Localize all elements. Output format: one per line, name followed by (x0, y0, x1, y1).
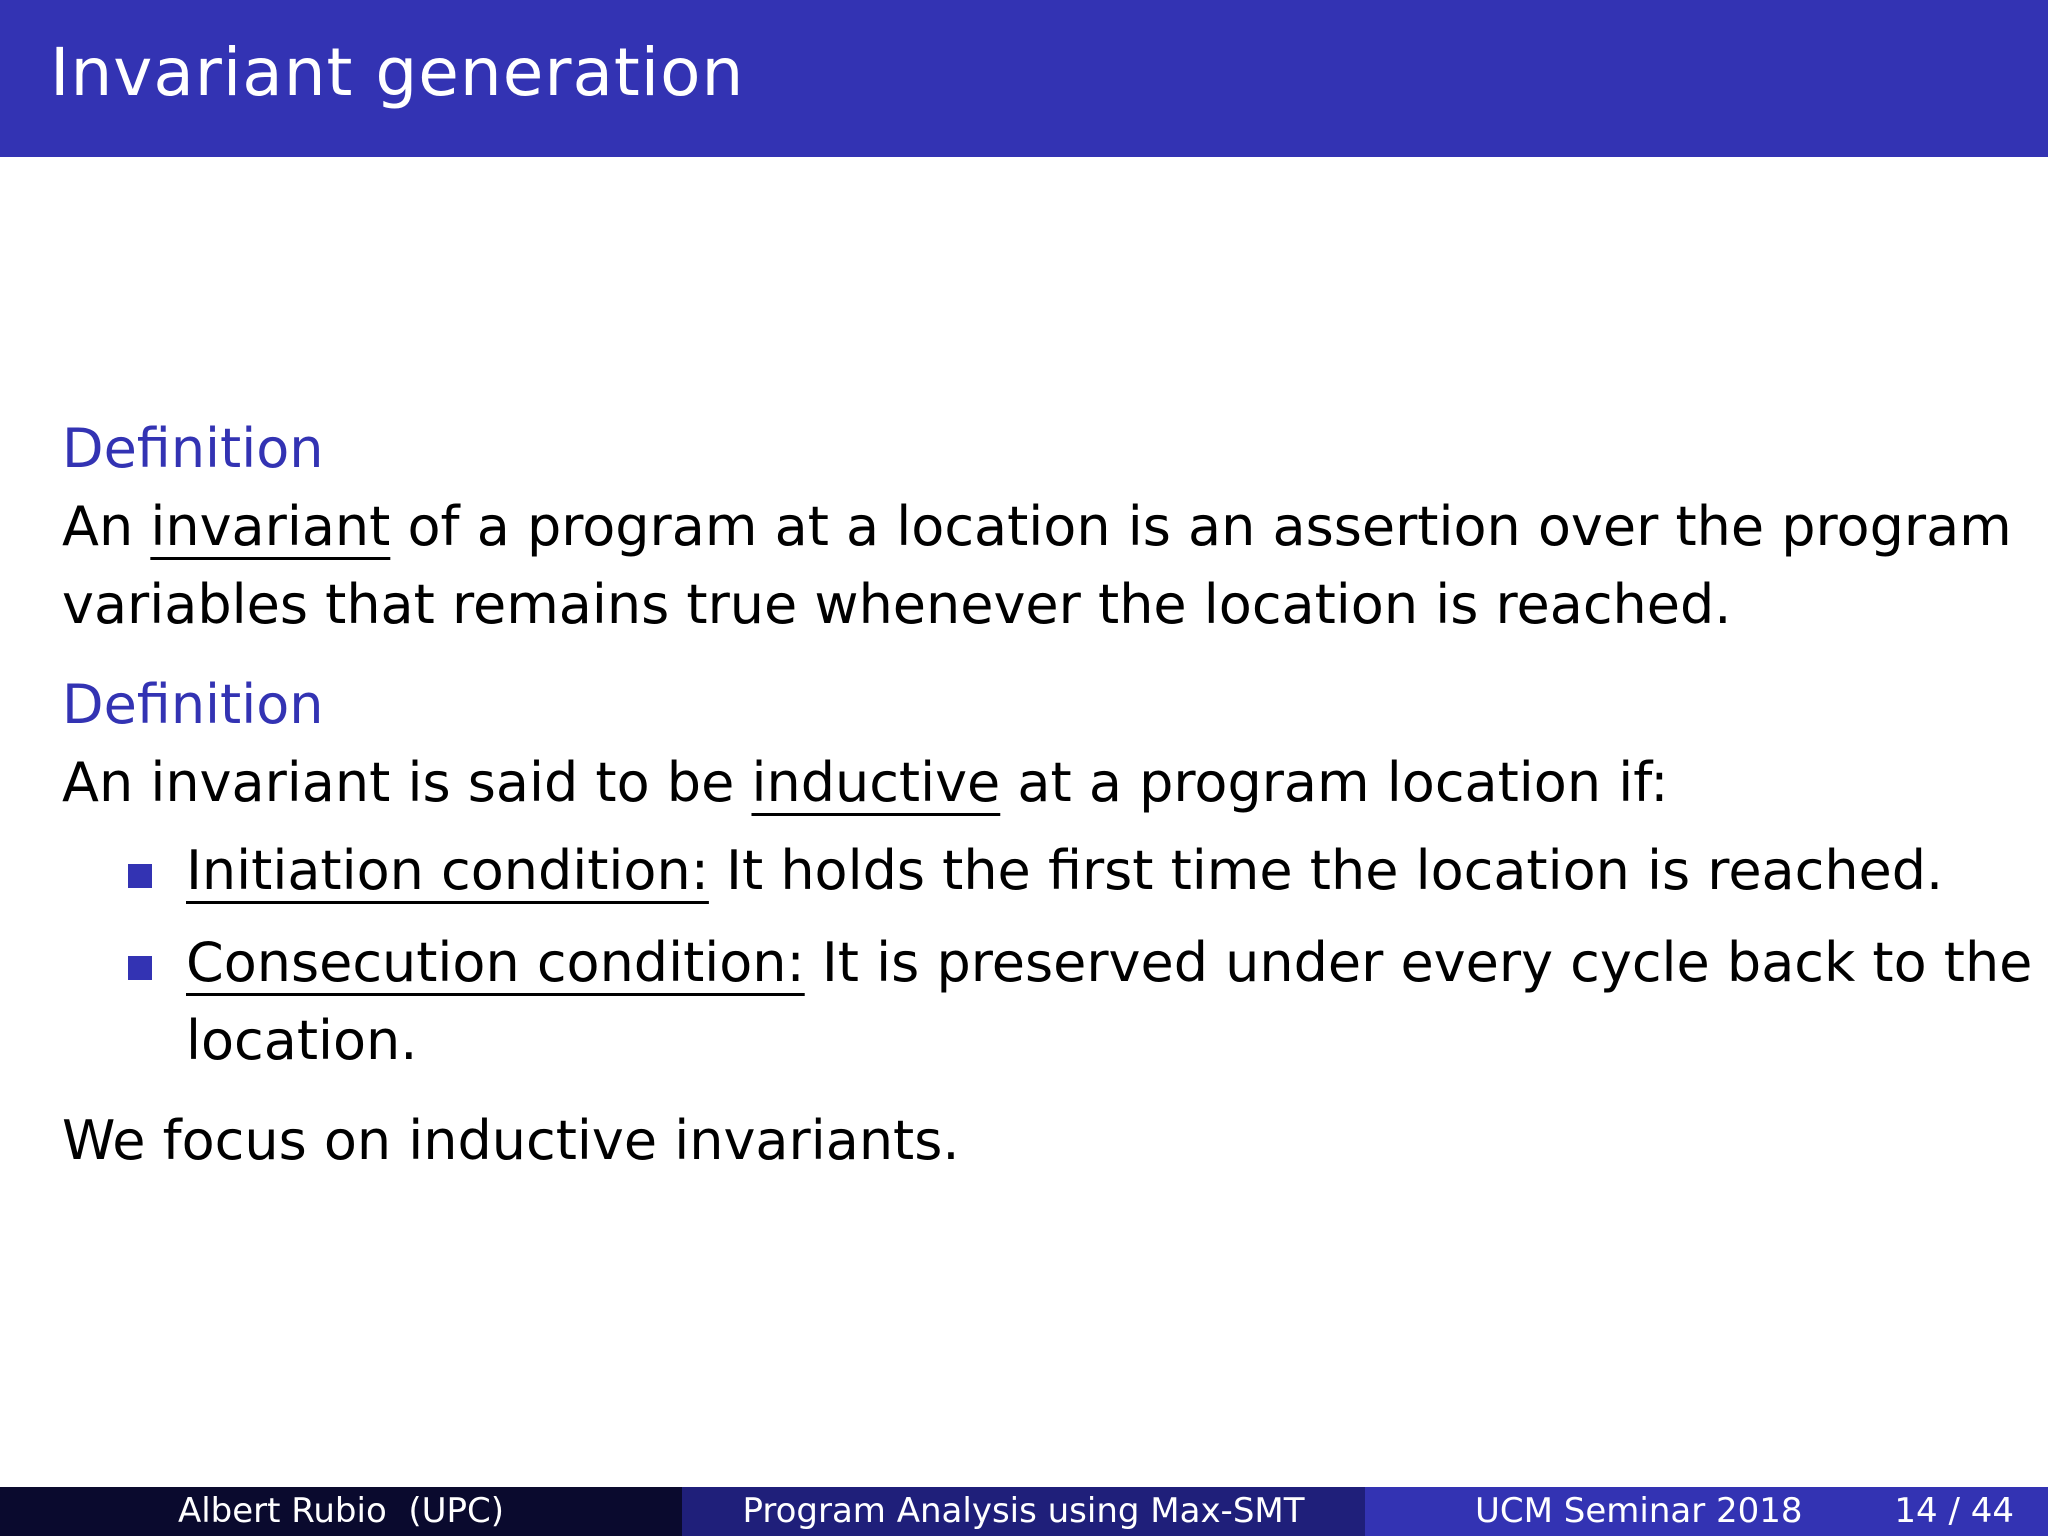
definition-heading: Definition (62, 673, 324, 736)
item-text: It is preserved under every cycle back to the (804, 931, 2033, 994)
text-span: An (62, 495, 151, 558)
definition-block-inductive (62, 666, 2033, 1080)
text-span: at a program location if: (1000, 751, 1669, 814)
item-text-continuation: location. (186, 1009, 418, 1072)
square-bullet-icon (128, 864, 152, 888)
title-bar (0, 0, 2048, 157)
closing-statement: We focus on inductive invariants. (62, 1109, 960, 1172)
definition-block-invariant (62, 410, 2012, 644)
definition-line (62, 488, 2012, 566)
text-span: An invariant is said to be (62, 751, 752, 814)
condition-list (62, 832, 2033, 1080)
definition-line (62, 744, 2002, 822)
term-consecution: Consecution condition: (186, 931, 805, 994)
definition-body (62, 744, 2033, 1080)
slide-title: Invariant generation (50, 34, 745, 111)
term-initiation: Initiation condition: (186, 839, 709, 902)
footer-event: UCM Seminar 2018 (1475, 1491, 1803, 1531)
text-span: of a program at a location is an assertion over the program (390, 495, 2012, 558)
list-item-initiation (62, 832, 2002, 910)
footer-talk-title: Program Analysis using Max-SMT (742, 1491, 1305, 1531)
square-bullet-icon (128, 956, 152, 980)
footer-page-number: 14 / 44 (1894, 1491, 2014, 1531)
footer-author: Albert Rubio (UPC) (177, 1491, 505, 1531)
definition-line: variables that remains true whenever the location is reached. (62, 573, 1732, 636)
slide-content (62, 410, 2033, 1180)
list-item-consecution (62, 924, 2033, 1080)
footer-bar (0, 1487, 2048, 1536)
footer-event-section (1365, 1487, 2048, 1536)
definition-heading: Definition (62, 417, 324, 480)
footer-talk-section (682, 1487, 1365, 1536)
term-invariant: invariant (150, 495, 391, 558)
definition-body (62, 488, 2012, 644)
item-text: It holds the first time the location is reached. (708, 839, 1944, 902)
term-inductive: inductive (751, 751, 1001, 814)
footer-author-section (0, 1487, 682, 1536)
